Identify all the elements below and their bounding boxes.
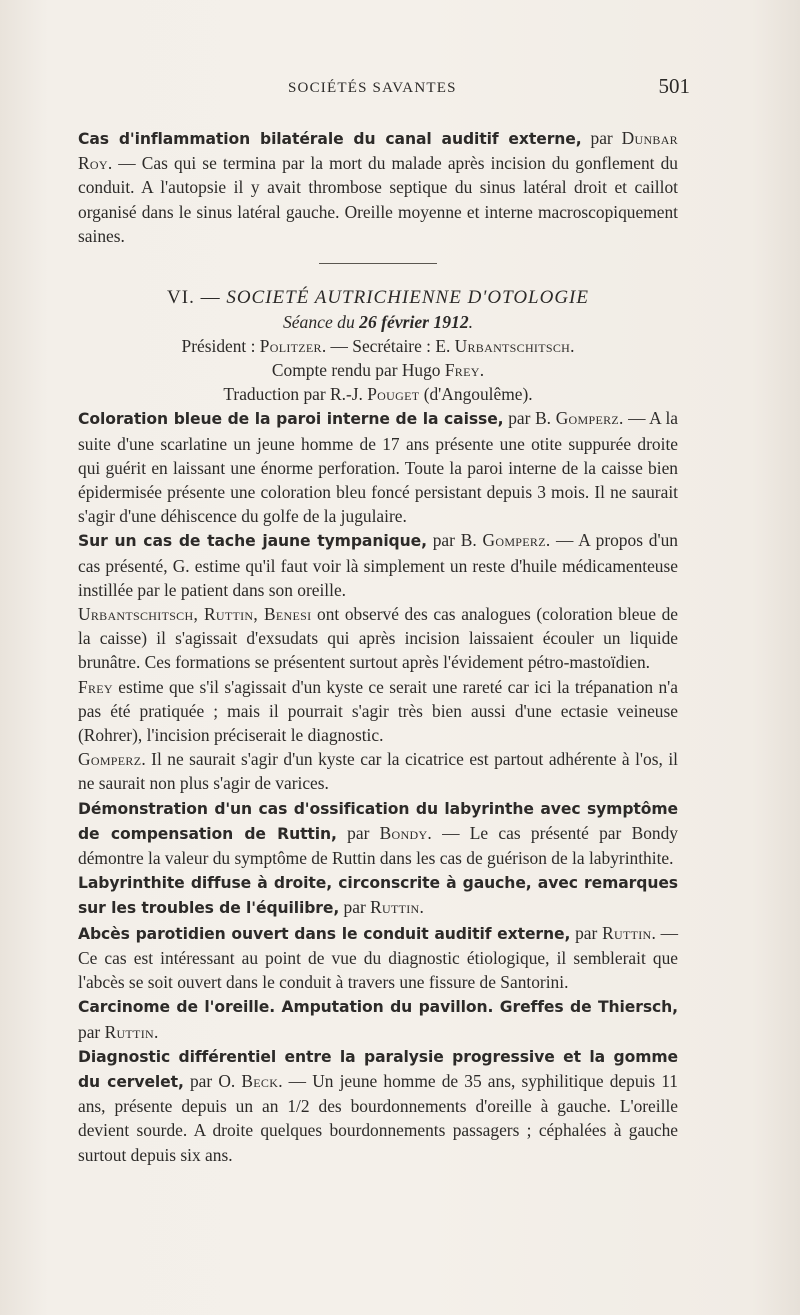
report-line: Compte rendu par Hugo Frey. — [271, 360, 485, 381]
entry-paragraph: Diagnostic différentiel entre la paralysie progressive et la gomme du cervelet, par O. Beck. — Un jeune homme de 35 ans, syphilitique depuis 11 ans, présente depuis un an 1/2 des bourdonnements d'oreille à gauche. L'oreille devient sourde. A droite quelques bourdonnements passagers ; céphalées à gauche surtout depuis six ans. — [78, 1047, 678, 1165]
entry-title: Abcès parotidien ouvert dans le conduit auditif externe, — [78, 924, 571, 943]
session-date: 26 février 1912 — [359, 312, 469, 333]
discussion-paragraph: Gomperz. Il ne saurait s'agir d'un kyste car la cicatrice est partout adhérente à l'os, il ne saurait non plus s'agir de varices. — [78, 749, 678, 794]
entry-title: Cas d'inflammation bilatérale du canal auditif externe, — [78, 130, 582, 148]
secretary-name: Urbantschitsch — [454, 336, 571, 357]
entry-paragraph: Carcinome de l'oreille. Amputation du pavillon. Greffes de Thiersch, par Ruttin. — [78, 998, 678, 1042]
entry-title: Coloration bleue de la paroi interne de la caisse, — [78, 410, 504, 429]
entry-body: . — Cas qui se termina par la mort du malade après incision du gonflement du conduit. A l'autopsie il y avait thrombose septique du sinus latéral droit et caillot organisé dans le sinus latéral gauche. Oreille moyenne et interne macroscopiquement saines. — [78, 153, 678, 246]
discussant-names: Urbantschitsch, Ruttin, Benesi — [78, 604, 312, 625]
entry-title: Sur un cas de tache jaune tympanique, — [78, 532, 427, 551]
officers-line: Président : Politzer. — Secrétaire : E. Urbantschitsch. — [181, 336, 575, 357]
translation-line: Traduction par R.-J. Pouget (d'Angoulême). — [223, 384, 533, 405]
president-name: Politzer — [259, 336, 322, 357]
entry-author: Dunbar Roy — [78, 128, 678, 174]
page-header — [78, 74, 690, 106]
page-number: 501 — [658, 74, 690, 98]
entry-title: Démonstration d'un cas d'ossification du labyrinthe avec symptôme de compensation de Ruttin, — [78, 799, 678, 843]
running-head: SOCIÉTÉS SAVANTES — [288, 80, 457, 96]
entry-paragraph: Coloration bleue de la paroi interne de la caisse, par B. Gomperz. — A la suite d'une scarlatine un jeune homme de 17 ans présente une otite suppurée droite qui guérit en laissant une énorme perforation. Toute la paroi interne de la caisse bien épidermisée présente une coloration bleu foncé persistant depuis 3 mois. Il ne saurait s'agir d'une déhiscence du golfe de la jugulaire. — [78, 408, 678, 527]
entry-body: . — A la suite d'une scarlatine un jeune homme de 17 ans présente une otite suppurée droite qui guérit en laissant une énorme perforation. Toute la paroi interne de la caisse bien épidermisée présente une coloration bleu foncé persistant depuis 3 mois. Il ne saurait s'agir d'une déhiscence du golfe de la jugulaire. — [78, 408, 678, 527]
entry-title: Diagnostic différentiel entre la paralysie progressive et la gomme du cervelet, — [78, 1047, 678, 1091]
translator-name: Pouget — [367, 384, 420, 405]
entry-body: . — Le cas présenté par Bondy démontre la valeur du symptôme de Ruttin dans les cas de guérison de la labyrinthite. — [78, 822, 678, 869]
entry-title: Labyrinthite diffuse à droite, circonscrite à gauche, avec remarques sur les troubles de l'équilibre, — [78, 874, 678, 918]
entry-author: Gomperz — [555, 408, 620, 429]
entry-title: Carcinome de l'oreille. Amputation du pavillon. Greffes de Thiersch, — [78, 998, 678, 1017]
entry-author: Ruttin — [602, 922, 652, 943]
entry-author: Beck — [241, 1070, 279, 1091]
discussion-paragraph: Frey estime que s'il s'agissait d'un kyste ce serait une rareté car ici la trépanation n'a pas été pratiquée ; mais il pourrait s'agir très bien aussi d'une ectasie veineuse (Rohrer), l'incision préciserait le diagnostic. — [78, 676, 678, 746]
section-divider — [319, 263, 437, 264]
entry-body: . — A propos d'un cas présenté, G. estime qu'il faut voir là simplement un reste d'huile médicamenteuse instillée par le patient dans son oreille. — [78, 530, 678, 600]
section-heading — [78, 286, 678, 310]
entry-paragraph: Sur un cas de tache jaune tympanique, par B. Gomperz. — A propos d'un cas présenté, G. estime qu'il faut voir là simplement un reste d'huile médicamenteuse instillée par le patient dans son oreille. — [78, 530, 678, 600]
page-body — [78, 126, 678, 1167]
entry-paragraph: Abcès parotidien ouvert dans le conduit auditif externe, par Ruttin. — Ce cas est intéressant au point de vue du diagnostic étiologique, il semblerait que l'abcès se soit ouvert dans le conduit à travers une fissure de Santorini. — [78, 922, 678, 993]
session-line: Séance du 26 février 1912. — [282, 312, 474, 333]
entry-body: . — Un jeune homme de 35 ans, syphilitique depuis 11 ans, présente depuis un an 1/2 des bourdonnements d'oreille à gauche. L'oreille devient sourde. A droite quelques bourdonnements passagers ; céphalées à gauche surtout depuis six ans. — [78, 1070, 678, 1165]
entry-author: Bondy — [379, 822, 428, 843]
entry-author: Ruttin — [104, 1021, 154, 1042]
entry-paragraph: Démonstration d'un cas d'ossification du labyrinthe avec symptôme de compensation de Ruttin, par Bondy. — Le cas présenté par Bondy démontre la valeur du symptôme de Ruttin dans les cas de guérison de la labyrinthite. — [78, 799, 678, 869]
entry-author: Gomperz — [482, 530, 546, 551]
entry-author: Ruttin — [370, 897, 420, 918]
section-title: SOCIETÉ AUTRICHIENNE D'OTOLOGIE — [226, 287, 589, 309]
entry-paragraph: Labyrinthite diffuse à droite, circonscrite à gauche, avec remarques sur les troubles de l'équilibre, par Ruttin. — [78, 874, 678, 918]
discussion-paragraph: Urbantschitsch, Ruttin, Benesi ont observé des cas analogues (coloration bleue de la caisse) il s'agissait d'exsudats qui après incision laissaient écouler un liquide brunâtre. Ces formations se présentent surtout après l'évidement pétro-mastoïdien. — [78, 604, 678, 673]
section-number: VI. — — [167, 287, 221, 309]
entry-body: . — Ce cas est intéressant au point de vue du diagnostic étiologique, il semblerait que l'abcès se soit ouvert dans le conduit à travers une fissure de Santorini. — [78, 922, 678, 993]
discussant-name: Gomperz — [78, 749, 142, 770]
discussant-name: Frey — [78, 676, 113, 697]
reporter-name: Frey — [444, 360, 480, 381]
entry-paragraph: Cas d'inflammation bilatérale du canal auditif externe, par Dunbar Roy. — Cas qui se termina par la mort du malade après incision du gonflement du conduit. A l'autopsie il y avait thrombose septique du sinus latéral droit et caillot organisé dans le sinus latéral gauche. Oreille moyenne et interne macroscopiquement saines. — [78, 128, 678, 246]
